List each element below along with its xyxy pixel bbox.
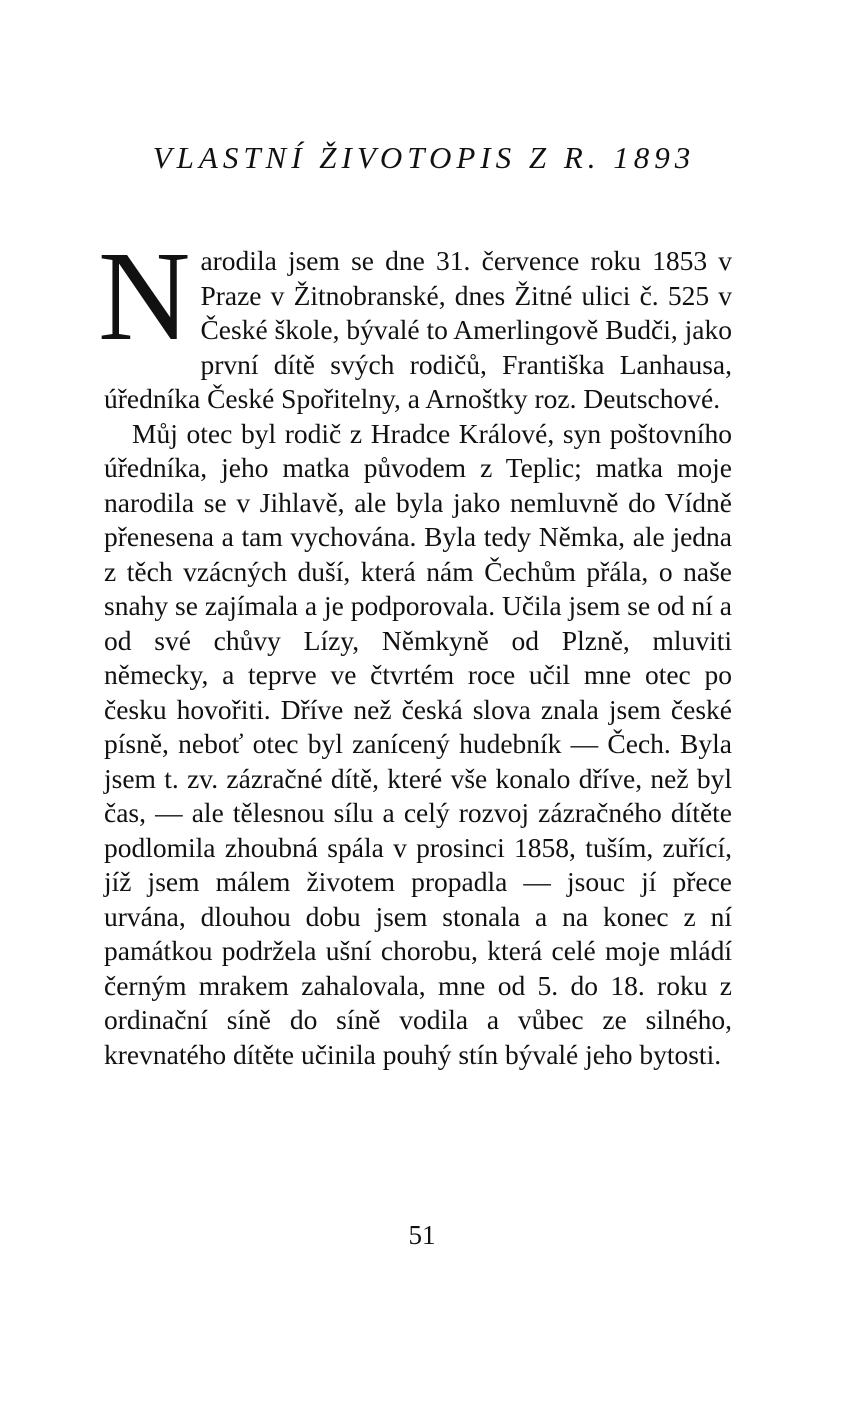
paragraph-2: Můj otec byl rodič z Hradce Králové, syn poštovního úředníka, jeho matka původem z Teplic; matka moje narodila se v Jihlavě, ale byla jako nemluvně do Vídně přenesena a tam vychována. Byla tedy Němka, ale jedna z těch vzácných duší, která nám Čechům přála, o naše snahy se zajímala a je podporovala. Učila jsem se od ní a od své chůvy Lízy, Němkyně od Plzně, mluviti německy, a teprve ve čtvrtém roce učil mne otec po česku hovořiti. Dříve než česká slova znala jsem české písně, neboť otec byl zanícený hudebník — Čech. Byla jsem t. zv. zázračné dítě, které vše konalo dříve, než byl čas, — ale tělesnou sílu a celý rozvoj zázračného dítěte podlomila zhoubná spála v prosinci 1858, tuším, zuřící, jíž jsem málem životem propadla — jsouc jí přece urvána, dlouhou dobu jsem stonala a na konec z ní památkou podržela ušní chorobu, která celé moje mládí černým mrakem zahalovala, mne od 5. do 18. roku z ordinační síně do síně vodila a vůbec ze silného, krevnatého dítěte učinila pouhý stín bývalé jeho bytosti.: [104, 417, 732, 1070]
page-number: 51: [408, 1220, 436, 1250]
drop-cap: N: [98, 225, 191, 367]
running-head: VLASTNÍ ŽIVOTOPIS Z R. 1893: [152, 140, 696, 175]
body-text: [98, 225, 733, 1072]
paragraph-1: [98, 225, 733, 417]
paragraph-1-text: arodila jsem se dne 31. července roku 1853 v Praze v Žitnobranské, dnes Žitné ulici č. 525 v České škole, bývalé to Amerlingově Budči, jako první dítě svých rodičů, Františka Lanhausa, úředníka České Spořitelny, a Arnoštky roz. Deutschové.: [104, 245, 733, 414]
